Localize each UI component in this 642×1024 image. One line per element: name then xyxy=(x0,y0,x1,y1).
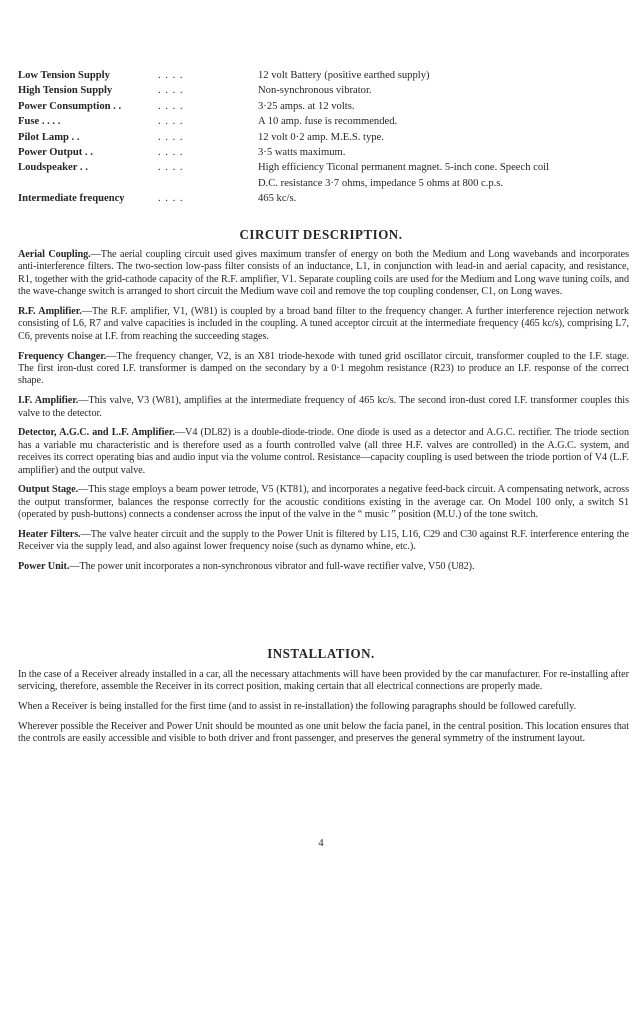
paragraph-text: —The frequency changer, V2, is an X81 triode-hexode with tuned grid oscillator circuit, transformer coupled to the I.F. stage. The first iron-dust cored I.F. transformer is damped on the secondary by a 0·1 megohm resistance (R23) to produce an I.F. response of the correct shape. xyxy=(18,350,629,387)
spec-leader-dots: . . . . xyxy=(158,116,184,128)
spec-row xyxy=(18,114,618,129)
page-number: 4 xyxy=(318,838,324,849)
paragraph-heading: Aerial Coupling. xyxy=(18,249,91,260)
spec-value xyxy=(258,191,618,206)
spec-value-line: 12 volt 0·2 amp. M.E.S. type. xyxy=(258,131,384,143)
circuit-paragraph xyxy=(18,529,629,554)
circuit-paragraph xyxy=(18,306,629,343)
paragraph-text: —The aerial coupling circuit used gives maximum transfer of energy on both the Medium and Long wavebands and incorporates anti-interference filters. The two-section low-pass filter consists of an inductance, L1, in conjunction with lead-in and aerial capacity, and resistance, R1, together with the grid-cathode capacity of the R.F. amplifier, V1. Separate coupling coils are used for the Medium and Long wave tuning coils, and the wave-change switch is arranged to short circuit the Medium wave coil and remove the top coupling condenser, C1, on Long waves. xyxy=(18,249,629,298)
paragraph-text: —The power unit incorporates a non-synchronous vibrator and full-wave rectifier valve, V50 (U82). xyxy=(69,561,475,573)
paragraph-heading: Power Unit. xyxy=(18,561,70,573)
installation-paragraph: Wherever possible the Receiver and Power Unit should be mounted as one unit below the facia panel, in the central position. This location ensures that the controls are easily accessible and visible to both driver and front passenger, and preserves the general symmetry of the instrument layout. xyxy=(18,721,629,745)
circuit-paragraph xyxy=(18,249,629,299)
spec-label: High Tension Supply xyxy=(18,85,113,97)
spec-value xyxy=(258,145,618,160)
spec-value-line: 3·5 watts maximum. xyxy=(258,147,346,159)
installation-section xyxy=(18,669,629,753)
spec-row xyxy=(18,68,618,83)
installation-paragraph: In the case of a Receiver already installed in a car, all the necessary attachments will have been provided by the car manufacturer. For re-installing after servicing, therefore, assemble the Receiver in its correct position, making certain that all electrical connections are properly made. xyxy=(18,669,629,693)
spec-leader-dots: . . . . xyxy=(158,100,184,112)
paragraph-heading: Detector, A.G.C. and L.F. Amplifier. xyxy=(18,427,175,439)
spec-value-line: D.C. resistance 3·7 ohms, impedance 5 ohms at 800 c.p.s. xyxy=(258,177,504,189)
installation-heading: INSTALLATION. xyxy=(267,645,375,662)
paragraph-heading: I.F. Amplifier. xyxy=(18,395,79,407)
spec-value xyxy=(258,114,618,129)
spec-leader-dots: . . . . xyxy=(158,85,184,97)
spec-leader-dots: . . . . xyxy=(158,193,184,205)
spec-value xyxy=(258,68,618,83)
spec-value xyxy=(258,130,618,145)
circuit-description-heading: CIRCUIT DESCRIPTION. xyxy=(239,226,403,243)
paragraph-text: —This valve, V3 (W81), amplifies at the intermediate frequency of 465 kc/s. The second iron-dust cored I.F. transformer couples this valve to the detector. xyxy=(18,395,629,419)
spec-value-line: 12 volt Battery (positive earthed supply) xyxy=(258,70,430,81)
spec-leader-dots: . . . . xyxy=(158,147,184,159)
spec-value-line: High efficiency Ticonal permanent magnet. 5-inch cone. Speech coil xyxy=(258,162,550,174)
circuit-paragraph xyxy=(18,395,629,420)
paragraph-heading: Frequency Changer. xyxy=(18,350,107,362)
spec-label: Power Consumption . . xyxy=(18,100,122,112)
spec-row xyxy=(18,145,618,160)
spec-value-line: Non-synchronous vibrator. xyxy=(258,85,372,97)
spec-row xyxy=(18,99,618,114)
paragraph-heading: Heater Filters. xyxy=(18,529,81,541)
circuit-paragraph xyxy=(18,561,629,573)
spec-leader-dots: . . . . xyxy=(158,131,184,143)
spec-row xyxy=(18,191,618,206)
paragraph-text: —V4 (DL82) is a double-diode-triode. One diode is used as a detector and A.G.C. rectifier. The triode section has a variable mu characteristic and is therefore used as a fourth controlled valve (all three H.F. valves are controlled) in the A.G.C. system, and receives its correct operating bias and audio input via the volume control. Resistance—capacity coupling is used between the triode portion of V4 (L.F. amplifier) and the output valve. xyxy=(18,427,629,476)
circuit-paragraph xyxy=(18,427,629,477)
spec-row xyxy=(18,83,618,98)
paragraph-text: —The R.F. amplifier, V1, (W81) is coupled by a broad band filter to the frequency changer. A further interference rejection network consisting of L6, R7 and valve capacities is included in the coupling. A tuned acceptor circuit at the intermediate frequency (465 kc/s), comprising L7, C6, prevents noise at I.F. from reaching the succeeding stages. xyxy=(18,306,629,342)
spec-label: Intermediate frequency xyxy=(18,193,125,205)
paragraph-text: —The valve heater circuit and the supply to the Power Unit is filtered by L15, L16, C29 and C30 against R.F. interference entering the Receiver via the supply lead, and also against lower frequency noise (such as dynamo whine, etc.). xyxy=(18,529,630,553)
spec-label: Pilot Lamp . . xyxy=(18,131,80,143)
spec-value-line: A 10 amp. fuse is recommended. xyxy=(258,116,398,128)
circuit-paragraph xyxy=(18,484,629,521)
circuit-description-section xyxy=(18,249,629,581)
spec-leader-dots: . . . . xyxy=(158,70,184,81)
spec-value xyxy=(258,160,618,191)
spec-value-line: 3·25 amps. at 12 volts. xyxy=(258,100,355,112)
spec-row xyxy=(18,160,618,191)
specifications-list xyxy=(18,68,618,207)
spec-value-line: 465 kc/s. xyxy=(258,193,297,205)
spec-leader-dots: . . . . xyxy=(158,162,184,174)
circuit-paragraph xyxy=(18,351,629,388)
paragraph-heading: Output Stage. xyxy=(18,484,79,496)
spec-label: Low Tension Supply xyxy=(18,70,110,81)
spec-value xyxy=(258,99,618,114)
spec-row xyxy=(18,130,618,145)
spec-label: Fuse . . . . xyxy=(18,116,61,128)
spec-label: Power Output . . xyxy=(18,147,93,159)
installation-paragraph: When a Receiver is being installed for the first time (and to assist in re-installation) the following paragraphs should be followed carefully. xyxy=(18,701,576,713)
spec-value xyxy=(258,83,618,98)
paragraph-text: —This stage employs a beam power tetrode, V5 (KT81), and incorporates a negative feed-back circuit. A compensating network, across the output transformer, balances the response correctly for the acoustic conditions existing in the average car. On Model 100 only, a switch S1 (operated by push-buttons) connects a condenser across the input of the valve in the “ music ” position (M.U.) of the tone switch. xyxy=(18,484,629,521)
spec-label: Loudspeaker . . xyxy=(18,162,88,174)
paragraph-heading: R.F. Amplifier. xyxy=(18,306,82,318)
